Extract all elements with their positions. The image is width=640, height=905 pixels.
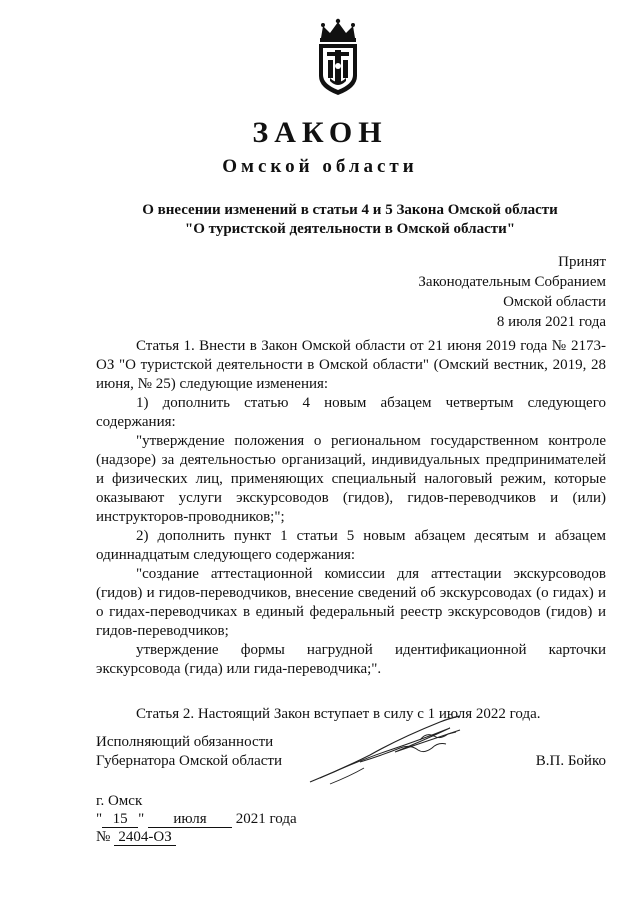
date-quote-close: "	[138, 811, 145, 827]
adoption-line-3: Омской области	[503, 294, 606, 310]
signatory-title-line-1: Исполняющий обязанности	[96, 734, 274, 750]
article-2-text: Статья 2. Настоящий Закон вступает в силу с 1 июля 2022 года.	[136, 706, 541, 722]
date-quote-open: "	[96, 811, 103, 827]
article-1-item-2: 2) дополнить пункт 1 статьи 5 новым абзацем десятым и абзацем одиннадцатым следующего содержания:	[96, 528, 606, 563]
law-title: ЗАКОН	[252, 116, 388, 149]
adoption-date: 8 июля 2021 года	[496, 314, 606, 330]
adoption-line-1: Принят	[558, 254, 606, 270]
date-day: 15	[102, 811, 138, 828]
city: г. Омск	[96, 793, 143, 809]
article-1-item-1-text: "утверждение положения о региональном государственном контроле (надзоре) за деятельностью организаций, индивидуальных предпринимателей и физических лиц, применяющих специальный налоговый режим, которые оказывают услуги экскурсоводов (гидов), гидов-переводчиков и (или) инструкторов-проводников;";	[96, 433, 606, 525]
handwritten-signature	[300, 710, 480, 790]
signing-date	[96, 810, 297, 828]
signatory-name: В.П. Бойко	[535, 753, 606, 769]
law-heading	[0, 201, 640, 239]
place-date-number	[96, 792, 297, 846]
law-region: Омской области	[222, 156, 418, 177]
law-heading-line-1: О внесении изменений в статьи 4 и 5 Закона Омской области	[142, 202, 558, 218]
law-number	[96, 828, 297, 846]
signatory-title-line-2: Губернатора Омской области	[96, 753, 282, 769]
article-1-item-2-text-1: "создание аттестационной комиссии для аттестации экскурсоводов (гидов) и гидов-переводчиков, внесение сведений об экскурсоводах (о гидах) и о гидах-переводчиках в единый федеральный реестр экскурсоводов (гидов) и гидов-переводчиков;	[96, 566, 606, 639]
law-number-value: 2404-ОЗ	[114, 829, 176, 846]
article-1-item-2-text-2: утверждение формы нагрудной идентификационной карточки экскурсовода (гида) или гида-переводчика;".	[96, 642, 606, 677]
article-1-intro: Статья 1. Внести в Закон Омской области от 21 июня 2019 года № 2173-ОЗ "О туристской деятельности в Омской области" (Омский вестник, 2019, 28 июня, № 25) следующие изменения:	[96, 338, 606, 392]
date-month: июля	[148, 811, 232, 828]
article-1-item-1: 1) дополнить статью 4 новым абзацем четвертым следующего содержания:	[96, 395, 606, 430]
adoption-block	[418, 252, 606, 332]
signatory-title	[96, 733, 282, 771]
law-heading-line-2: "О туристской деятельности в Омской области"	[184, 221, 516, 237]
adoption-line-2: Законодательным Собранием	[418, 274, 606, 290]
omsk-coat-of-arms-emblem	[313, 18, 363, 96]
law-number-prefix: №	[96, 829, 111, 845]
date-year: 2021 года	[235, 811, 297, 827]
law-body	[96, 337, 606, 724]
